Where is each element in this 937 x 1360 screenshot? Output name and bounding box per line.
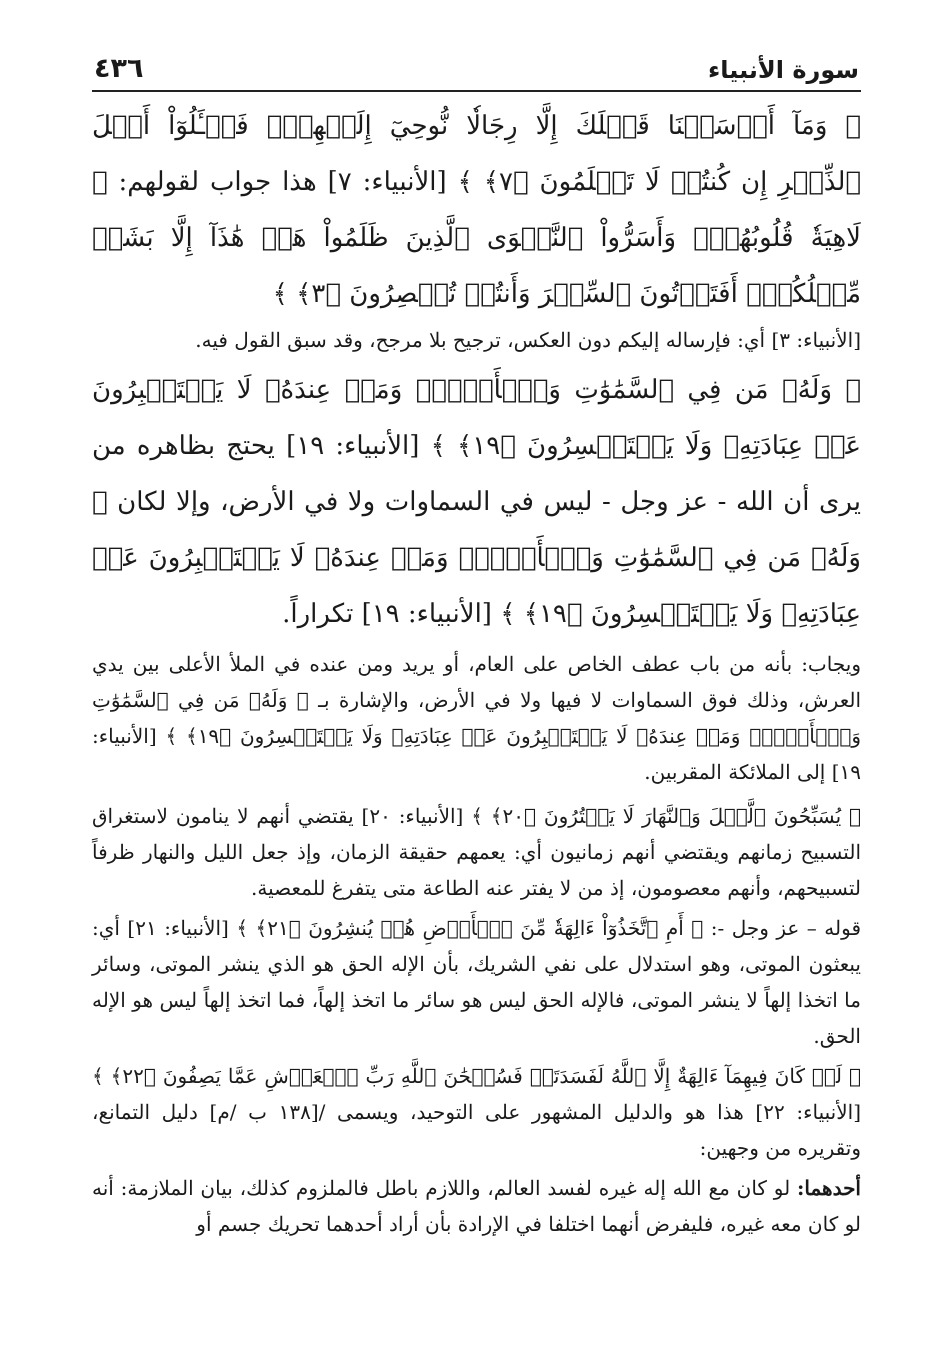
paragraph-verse-22: ﴿ لَوۡ كَانَ فِيهِمَآ ءَالِهَةٌ إِلَّا ٱللَّهُ لَفَسَدَتَاۚ فَسُبۡحَٰنَ ٱللَّهِ رَبِّ ٱلۡعَرۡشِ عَمَّا يَصِفُونَ ﴿٢٢﴾ ﴾ [الأنبياء: ٢٢] هذا هو والدليل المشهور على التوحيد، ويسمى /[١٣٨ ب /م] دليل التمانع، وتقريره من وجهين: — [92, 1064, 862, 1160]
page-body — [92, 98, 861, 1242]
page-header — [92, 38, 861, 92]
paragraph-verse-21: قوله – عز وجل -: ﴿ أَمِ ٱتَّخَذُوٓاْ ءَالِهَةٗ مِّنَ ٱلۡأَرۡضِ هُمۡ يُنشِرُونَ ﴿٢١﴾ ﴾ [الأنبياء: ٢١] أي: يبعثون الموتى، وهو استدلال على نفي الشريك، بأن الإله الحق هو الذي ينشر الموتى، وسائر ما اتخذا إلهاً لا ينشر الموتى، فالإله الحق ليس هو سائر ما اتخذ إلهاً، فما اتخذ إلهاً ليس هو الإله الحق. — [92, 916, 861, 1048]
surah-title: سورة الأنبياء — [708, 56, 859, 84]
paragraph-first-argument — [92, 1170, 861, 1242]
page-number: ٤٣٦ — [94, 53, 144, 84]
paragraph-verse-19: ﴿ وَلَهُۥ مَن فِي ٱلسَّمَٰوَٰتِ وَٱلۡأَرۡضِۚ وَمَنۡ عِندَهُۥ لَا يَسۡتَكۡبِرُونَ عَنۡ عِبَادَتِهِۦ وَلَا يَسۡتَحۡسِرُونَ ﴿١٩﴾ ﴾ [الأنبياء: ١٩] يحتج بظاهره من يرى أن الله - عز وجل - ليس في السماوات ولا في الأرض، وإلا لكان ﴿ وَلَهُۥ مَن فِي ٱلسَّمَٰوَٰتِ وَٱلۡأَرۡضِۚ وَمَنۡ عِندَهُۥ لَا يَسۡتَكۡبِرُونَ عَنۡ عِبَادَتِهِۦ وَلَا يَسۡتَحۡسِرُونَ ﴿١٩﴾ ﴾ [الأنبياء: ١٩] تكراراً. — [92, 375, 861, 629]
paragraph-commentary-3: [الأنبياء: ٣] أي: فإرساله إليكم دون العكس، ترجيح بلا مرجح، وقد سبق القول فيه. — [195, 328, 861, 352]
paragraph-verse-7: ﴿ وَمَآ أَرۡسَلۡنَا قَبۡلَكَ إِلَّا رِجَالٗا نُّوحِيٓ إِلَيۡهِمۡۖ فَسۡـَٔلُوٓاْ أَهۡلَ ٱلذِّكۡرِ إِن كُنتُمۡ لَا تَعۡلَمُونَ ﴿٧﴾ ﴾ [الأنبياء: ٧] هذا جواب لقولهم: ﴿ لَاهِيَةٗ قُلُوبُهُمۡۗ وَأَسَرُّواْ ٱلنَّجۡوَى ٱلَّذِينَ ظَلَمُواْ هَلۡ هَٰذَآ إِلَّا بَشَرٞ مِّثۡلُكُمۡۖ أَفَتَأۡتُونَ ٱلسِّحۡرَ وَأَنتُمۡ تُبۡصِرُونَ ﴿٣﴾ ﴾ — [92, 111, 861, 309]
paragraph-text: لو كان مع الله إله غيره لفسد العالم، واللازم باطل فالملزوم كذلك، بيان الملازمة: أنه لو كان معه غيره، فليفرض أنهما اختلفا في الإرادة بأن أراد أحدهما تحريك جسم أو — [92, 1176, 861, 1236]
paragraph-verse-20: ﴿ يُسَبِّحُونَ ٱلَّيۡلَ وَٱلنَّهَارَ لَا يَفۡتُرُونَ ﴿٢٠﴾ ﴾ [الأنبياء: ٢٠] يقتضي أنهم لا ينامون لاستغراق التسبيح زمانهم ويقتضي أنهم زمانيون أي: يعمهم حقيقة الزمان، وإذ جعل الليل والنهار ظرفاً لتسبيحهم، وأنهم معصومون، إذ من لا يفتر عنه الطاعة متى يتفرغ للمعصية. — [92, 804, 862, 900]
paragraph-answer: ويجاب: بأنه من باب عطف الخاص على العام، أو يريد ومن عنده في الملأ الأعلى بين يدي العرش، وذلك فوق السماوات لا فيها ولا في الأرض، والإشارة بـ ﴿ وَلَهُۥ مَن فِي ٱلسَّمَٰوَٰتِ وَٱلۡأَرۡضِۚ وَمَنۡ عِندَهُۥ لَا يَسۡتَكۡبِرُونَ عَنۡ عِبَادَتِهِۦ وَلَا يَسۡتَحۡسِرُونَ ﴿١٩﴾ ﴾ [الأنبياء: ١٩] إلى الملائكة المقربين. — [92, 652, 861, 784]
paragraph-lead: أحدهما: — [796, 1176, 861, 1200]
